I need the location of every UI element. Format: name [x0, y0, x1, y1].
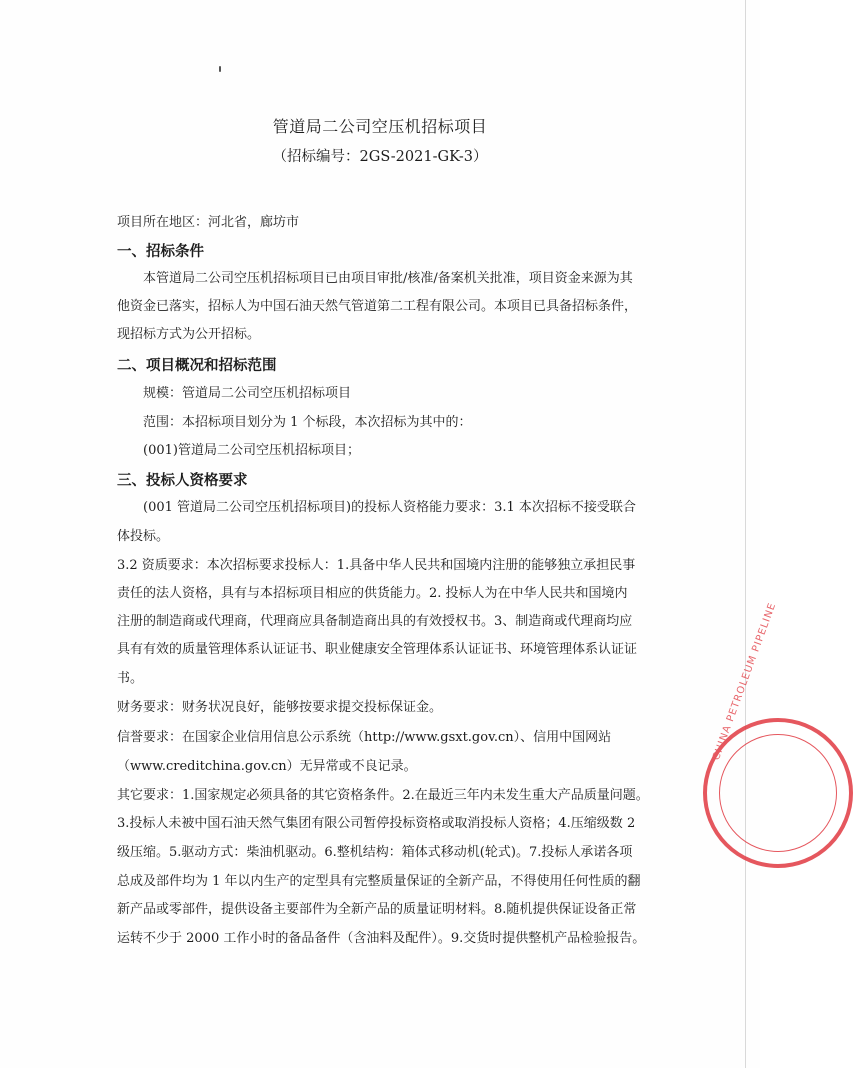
section-1-heading — [117, 242, 204, 262]
section-1-title: 招标条件 — [146, 244, 204, 260]
document-subtitle: （招标编号：2GS-2021-GK-3） — [272, 149, 488, 165]
seal-inner-ring — [719, 734, 837, 852]
paragraph-line: 新产品或零部件，提供设备主要部件为全新产品的质量证明材料。8.随机提供保证设备正常 — [117, 902, 637, 917]
section-3-title: 投标人资格要求 — [146, 473, 248, 489]
paragraph-line: 他资金已落实，招标人为中国石油天然气管道第二工程有限公司。本项目已具备招标条件， — [117, 299, 638, 314]
document-title: 管道局二公司空压机招标项目 — [272, 117, 488, 136]
section-1-number: 一、 — [117, 244, 146, 260]
paragraph-line: 3.投标人未被中国石油天然气集团有限公司暂停投标资格或取消投标人资格；4.压缩级数 2 — [117, 816, 636, 831]
paragraph-line: 3.2 资质要求：本次招标要求投标人：1.具备中华人民共和国境内注册的能够独立承担民事 — [117, 558, 636, 573]
paragraph-line: 具有有效的质量管理体系认证证书、职业健康安全管理体系认证证书、环境管理体系认证证 — [117, 642, 638, 657]
paragraph-line: 体投标。 — [117, 529, 170, 544]
paragraph-line: 范围：本招标项目划分为 1 个标段，本次招标为其中的： — [143, 415, 472, 430]
paragraph-line: 其它要求：1.国家规定必须具备的其它资格条件。2.在最近三年内未发生重大产品质量问题。 — [117, 788, 649, 803]
paragraph-line: 本管道局二公司空压机招标项目已由项目审批/核准/备案机关批准，项目资金来源为其 — [143, 271, 633, 286]
paragraph-line: （www.creditchina.gov.cn）无异常或不良记录。 — [117, 759, 417, 774]
company-seal-stamp — [703, 601, 853, 868]
paragraph-line: 信誉要求：在国家企业信用信息公示系统（http://www.gsxt.gov.cn）、信用中国网站 — [117, 730, 612, 745]
section-3-number: 三、 — [117, 473, 146, 489]
paragraph-line: 运转不少于 2000 工作小时的备品备件（含油料及配件）。9.交货时提供整机产品检验报告。 — [117, 931, 646, 946]
project-region: 项目所在地区：河北省，廊坊市 — [117, 215, 300, 230]
section-3-heading — [117, 471, 248, 491]
section-2-title: 项目概况和招标范围 — [146, 358, 277, 374]
paragraph-line: 级压缩。5.驱动方式：柴油机驱动。6.整机结构：箱体式移动机(轮式)。7.投标人承诺各项 — [117, 845, 633, 860]
section-2-number: 二、 — [117, 358, 146, 374]
paragraph-line: 注册的制造商或代理商，代理商应具备制造商出具的有效授权书。3、制造商或代理商均应 — [117, 614, 633, 629]
paragraph-line: (001 管道局二公司空压机招标项目)的投标人资格能力要求：3.1 本次招标不接受联合 — [143, 500, 636, 515]
scan-speck — [219, 66, 221, 72]
paragraph-line: 责任的法人资格，具有与本招标项目相应的供货能力。2. 投标人为在中华人民共和国境内 — [117, 586, 628, 601]
paragraph-line: 规模：管道局二公司空压机招标项目 — [143, 386, 352, 401]
paragraph-line: 现招标方式为公开招标。 — [117, 327, 261, 342]
paragraph-line: 财务要求：财务状况良好，能够按要求提交投标保证金。 — [117, 700, 443, 715]
section-2-heading — [117, 356, 277, 376]
paragraph-line: (001)管道局二公司空压机招标项目； — [143, 443, 360, 458]
seal-text: CHINA PETROLEUM PIPELINE — [711, 601, 779, 762]
paragraph-line: 书。 — [117, 671, 144, 686]
paragraph-line: 总成及部件均为 1 年以内生产的定型具有完整质量保证的全新产品，不得使用任何性质的翻 — [117, 874, 641, 889]
